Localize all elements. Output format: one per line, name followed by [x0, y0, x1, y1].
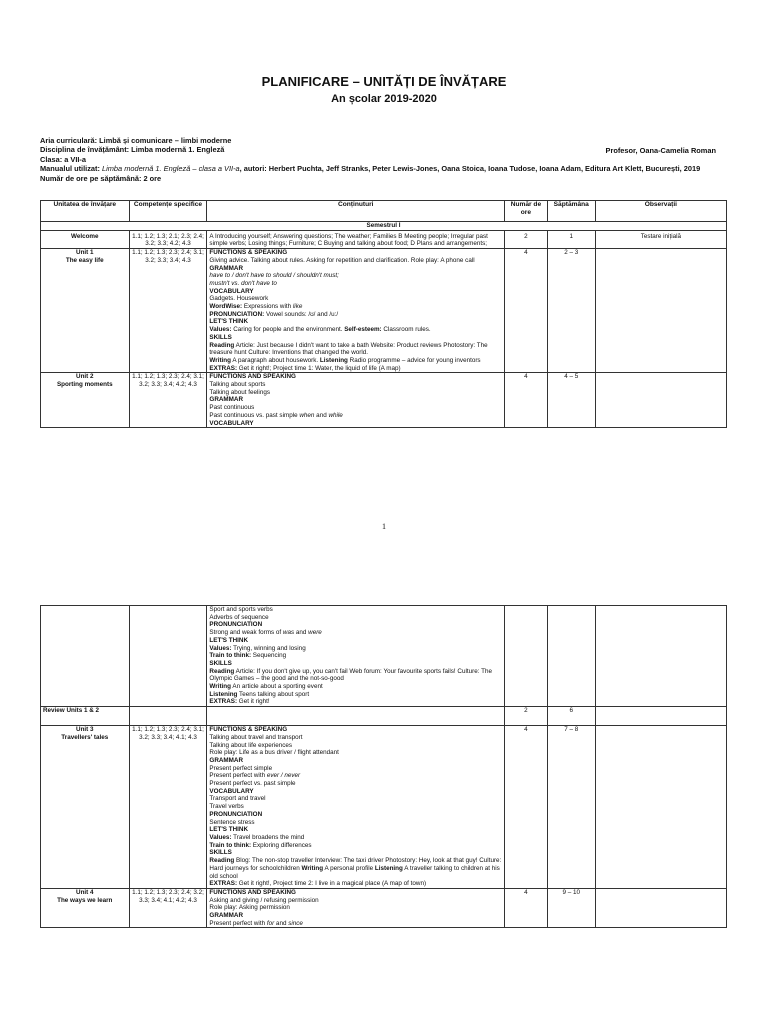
content-text: was	[282, 629, 295, 637]
content-text: Present perfect with	[209, 772, 267, 780]
manual-authors: , autori: Herbert Puchta, Jeff Stranks, Peter Lewis-Jones, Oana Stoica, Ioana Tudose, Ioana Adam, Editura Art Klett, București, 2019	[239, 164, 701, 174]
hours-cell: 4	[505, 249, 548, 373]
content-text: Get it right!	[237, 698, 270, 706]
section-heading: VOCABULARY	[209, 419, 254, 427]
section-heading: PRONUNCIATION	[209, 810, 263, 818]
section-heading: SKILLS	[209, 849, 232, 857]
manual-title: Limba modernă 1. Engleză – clasa a VII-a	[102, 164, 240, 174]
content-text	[209, 772, 502, 780]
content-text	[209, 683, 502, 691]
hours-cell: 2	[505, 707, 548, 726]
header-competences: Competențe specifice	[129, 201, 207, 222]
content-text: Expressions with	[242, 303, 293, 311]
content-text: An article about a sporting event	[231, 683, 323, 691]
content-text	[209, 303, 502, 311]
unit-title: The ways we learn	[57, 896, 113, 904]
content-text: Caring for people and the environment.	[231, 326, 345, 334]
content-text	[209, 842, 502, 850]
unit-title: Travellers' tales	[61, 733, 109, 741]
competences-cell: 1.1; 1.2; 1.3; 2.1; 2.3; 2.4; 3.2; 3.3; 4.2; 4.3	[129, 230, 207, 248]
unit-cell	[41, 606, 130, 707]
content-text	[209, 311, 502, 319]
unit-name: Welcome	[41, 230, 130, 248]
content-text: Transport and travel	[209, 795, 266, 803]
unit-cell	[41, 888, 130, 928]
hours-cell: 4	[505, 373, 548, 428]
content-text: mustn't vs. don't have to	[209, 279, 277, 287]
content-label: Writing	[301, 864, 324, 872]
content-text: Article: If you don't give up, you can't fail Web forum: Your favourite sports fails! Culture: The Olympic Games – the good and the not-so-good	[209, 667, 492, 683]
content-text: while	[328, 411, 343, 419]
unit-cell	[41, 726, 130, 889]
header-content: Conținuturi	[207, 201, 505, 222]
semester-row	[41, 222, 727, 231]
meta-line-hours: Număr de ore pe săptămână: 2 ore	[40, 173, 162, 183]
content-cell	[207, 707, 505, 726]
content-label: Listening	[374, 864, 403, 872]
table-row	[41, 707, 727, 726]
content-text	[209, 691, 502, 699]
table-header-row	[41, 201, 727, 222]
unit-number: Unit 2	[76, 373, 94, 381]
content-text	[209, 357, 502, 365]
content-text: Role play: Asking permission	[209, 904, 290, 912]
content-text: Gadgets. Housework	[209, 295, 269, 303]
content-text: and	[314, 411, 329, 419]
section-heading: SKILLS	[209, 659, 232, 667]
hours-cell: 4	[505, 888, 548, 928]
content-text	[209, 880, 502, 888]
content-text: Past continuous	[209, 404, 255, 412]
content-text: Asking and giving / refusing permission	[209, 896, 319, 904]
content-cell	[207, 726, 505, 889]
content-text: and	[274, 919, 289, 927]
table-row	[41, 726, 727, 889]
content-text: Article: Just because I didn't want to take a bath Website: Product reviews Photostory: The treasure hunt Culture: Inventions that changed the world.	[209, 341, 488, 357]
content-label: Reading	[209, 667, 235, 675]
content-text: Role play: Life as a bus driver / flight attendant	[209, 749, 339, 757]
table-row	[41, 230, 727, 248]
section-heading: FUNCTIONS AND SPEAKING	[209, 373, 296, 381]
table-row	[41, 373, 727, 428]
content-label: Listening	[209, 690, 238, 698]
content-text: Exploring differences	[251, 841, 312, 849]
section-heading: LET'S THINK	[209, 636, 248, 644]
week-cell: 2 – 3	[547, 249, 595, 373]
content-text: Adverbs of sequence	[209, 613, 269, 621]
hours-cell: 4	[505, 726, 548, 889]
content-text: Strong and weak forms of	[209, 629, 283, 637]
school-year: An școlar 2019-2020	[331, 93, 437, 105]
header-unit: Unitatea de învățare	[41, 201, 130, 222]
content-text: since	[288, 919, 303, 927]
content-cell	[207, 249, 505, 373]
content-text	[209, 834, 502, 842]
content-text: for	[266, 919, 275, 927]
content-text: Sport and sports verbs	[209, 606, 273, 613]
content-text: Present perfect simple	[209, 764, 273, 772]
content-text: when	[299, 411, 315, 419]
content-text	[209, 920, 502, 928]
section-heading: FUNCTIONS & SPEAKING	[209, 726, 288, 734]
content-text: Sentence stress	[209, 818, 255, 826]
unit-number: Unit 3	[76, 726, 94, 734]
planning-table	[40, 200, 727, 428]
week-cell: 1	[547, 230, 595, 248]
week-cell: 4 – 5	[547, 373, 595, 428]
section-heading: GRAMMAR	[209, 264, 244, 272]
content-text: Talking about sports	[209, 381, 266, 389]
content-text: Present perfect vs. past simple	[209, 780, 296, 788]
content-label: Values:	[209, 644, 232, 652]
header-week: Săptămâna	[547, 201, 595, 222]
content-label: Values:	[209, 326, 232, 334]
unit-number: Unit 4	[76, 888, 94, 896]
content-text: A traveller talking to children at his old school	[209, 864, 500, 880]
content-text	[209, 629, 502, 637]
content-text: A paragraph about housework.	[231, 356, 320, 364]
content-label: Reading	[209, 341, 235, 349]
notes-cell	[595, 888, 726, 928]
notes-cell	[595, 249, 726, 373]
content-label: Train to think:	[209, 841, 252, 849]
content-label: PRONUNCIATION:	[209, 310, 265, 318]
competences-cell	[129, 606, 207, 707]
content-text: Giving advice. Talking about rules. Asking for repetition and clarification. Role play: A phone call	[209, 256, 475, 264]
competences-cell: 1.1; 1.2; 1.3; 2.3; 2.4; 3.1; 3.2; 3.3; 3.4; 4.1; 4.3	[129, 726, 207, 889]
manual-label: Manualul utilizat:	[40, 164, 100, 174]
content-label: Reading	[209, 857, 235, 865]
section-heading: VOCABULARY	[209, 287, 254, 295]
content-cell	[207, 606, 505, 707]
content-text	[209, 342, 502, 357]
content-text: Present perfect with	[209, 919, 267, 927]
content-text: Classroom rules.	[381, 326, 431, 334]
content-text: Vowel sounds: /ʊ/ and /u:/	[264, 310, 339, 318]
content-text	[209, 365, 502, 373]
content-text: Blog: The non-stop traveller Interview: The taxi driver Photostory: Hey, look at that guy! Culture: Hard journeys for schoolchildren	[209, 857, 502, 872]
week-cell	[547, 606, 595, 707]
content-label: EXTRAS:	[209, 698, 238, 706]
section-heading: LET'S THINK	[209, 318, 248, 326]
unit-title: Sporting moments	[56, 381, 113, 389]
header-hours: Număr de ore	[505, 201, 548, 222]
content-text	[209, 698, 502, 706]
document-meta	[40, 136, 730, 183]
content-text	[209, 857, 502, 880]
unit-cell	[41, 249, 130, 373]
unit-number: Unit 1	[76, 249, 94, 257]
content-text	[209, 652, 502, 660]
week-cell: 7 – 8	[547, 726, 595, 889]
content-text: Talking about life experiences	[209, 741, 293, 749]
competences-cell: 1.1; 1.2; 1.3; 2.3; 2.4; 3.1; 3.2; 3.3; 3.4; 4.3	[129, 249, 207, 373]
section-heading: FUNCTIONS & SPEAKING	[209, 249, 288, 257]
content-text: Get it right!, Project time 2: I live in a magical place (A map of town)	[237, 880, 427, 888]
competences-cell: 1.1; 1.2; 1.3; 2.3; 2.4; 3.1; 3.2; 3.3; 3.4; 4.2; 4.3	[129, 373, 207, 428]
meta-line-discipline: Disciplina de învățământ: Limba modernă 1. Engleză	[40, 145, 225, 155]
content-text	[209, 645, 502, 653]
section-heading: SKILLS	[209, 333, 232, 341]
content-cell	[207, 888, 505, 928]
content-label: Values:	[209, 833, 232, 841]
document-title: PLANIFICARE – UNITĂȚI DE ÎNVĂȚARE	[261, 74, 507, 89]
competences-cell	[129, 707, 207, 726]
notes-cell	[595, 726, 726, 889]
content-text	[209, 668, 502, 683]
section-heading: GRAMMAR	[209, 756, 244, 764]
content-text: Sequencing	[251, 652, 287, 660]
meta-line-class: Clasa: a VII-a	[40, 154, 87, 164]
content-text: A personal profile	[323, 864, 375, 872]
section-heading: GRAMMAR	[209, 912, 244, 920]
section-heading: LET'S THINK	[209, 826, 248, 834]
unit-title: The easy life	[65, 256, 104, 264]
content-text: and	[294, 629, 309, 637]
notes-cell	[595, 606, 726, 707]
content-text: Teens talking about sport	[237, 690, 310, 698]
content-text: Talking about feelings	[209, 388, 270, 396]
content-label: EXTRAS:	[209, 880, 238, 888]
content-text: Radio programme – advice for young inventors	[347, 356, 481, 364]
content-text: ever / never	[266, 772, 301, 780]
hours-cell: 2	[505, 230, 548, 248]
content-label: Listening	[319, 356, 348, 364]
content-text: Travel verbs	[209, 803, 244, 811]
unit-cell	[41, 373, 130, 428]
table-row	[41, 888, 727, 928]
content-label: Self-esteem:	[344, 326, 382, 334]
section-heading: PRONUNCIATION	[209, 621, 263, 629]
content-text: like	[292, 303, 303, 311]
content-text: Talking about travel and transport	[209, 733, 303, 741]
content-text: Past continuous vs. past simple	[209, 411, 300, 419]
content-label: Train to think:	[209, 652, 252, 660]
header-notes: Observații	[595, 201, 726, 222]
semester-label: Semestrul I	[41, 222, 727, 231]
section-heading: GRAMMAR	[209, 396, 244, 404]
meta-line-manual	[40, 164, 730, 173]
page-number: 1	[382, 522, 386, 531]
notes-cell	[595, 373, 726, 428]
unit-name: Review Units 1 & 2	[41, 707, 130, 726]
notes-cell: Testare inițială	[595, 230, 726, 248]
content-text	[209, 326, 502, 334]
content-text	[209, 412, 502, 420]
week-cell: 6	[547, 707, 595, 726]
section-heading: VOCABULARY	[209, 787, 254, 795]
competences-cell: 1.1; 1.2; 1.3; 2.3; 2.4; 3.2; 3.3; 3.4; 4.1; 4.2; 4.3	[129, 888, 207, 928]
table-row	[41, 606, 727, 707]
meta-line-area: Aria curriculară: Limbă și comunicare – limbi moderne	[40, 136, 232, 145]
content-label: WordWise:	[209, 303, 243, 311]
content-label: Writing	[209, 683, 231, 691]
page-2	[0, 560, 768, 1024]
section-heading: FUNCTIONS AND SPEAKING	[209, 888, 296, 896]
content-cell: A Introducing yourself; Answering questions; The weather; Families B Meeting people; Irregular past simple verbs; Losing things; Furniture; C Buying and talking about food; D Plans and arrangements;	[207, 230, 505, 248]
table-row	[41, 249, 727, 373]
content-text: Travel broadens the mind	[231, 833, 305, 841]
week-cell: 9 – 10	[547, 888, 595, 928]
professor-name: Profesor, Oana-Camelia Roman	[605, 146, 716, 155]
content-text: have to / don't have to should / shouldn't must;	[209, 272, 339, 280]
hours-cell	[505, 606, 548, 707]
notes-cell	[595, 707, 726, 726]
planning-table-continued	[40, 605, 727, 928]
content-cell	[207, 373, 505, 428]
content-text: were	[308, 629, 322, 637]
content-text: Trying, winning and losing	[231, 644, 306, 652]
content-text: Get it right!; Project time 1: Water, the liquid of life (A map)	[237, 364, 401, 372]
content-label: Writing	[209, 356, 231, 364]
content-label: EXTRAS:	[209, 364, 238, 372]
